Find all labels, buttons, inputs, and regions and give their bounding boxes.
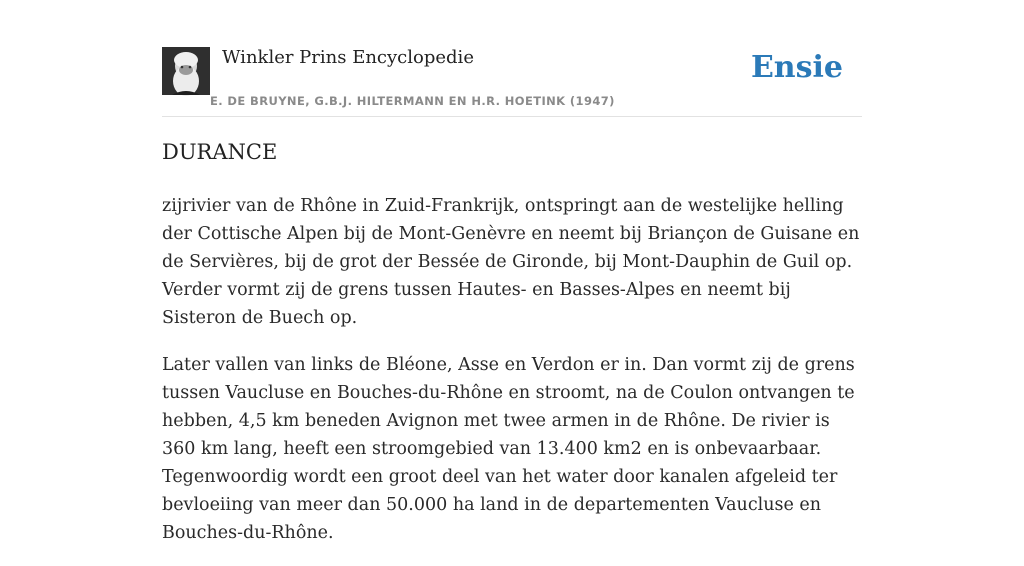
ensie-logo-link[interactable]: Ensie <box>750 50 843 85</box>
source-header <box>162 46 862 117</box>
article-paragraph: Later vallen van links de Bléone, Asse en Verdon er in. Dan vormt zij de grens tussen Vaucluse en Bouches-du-Rhône en stroomt, na de Coulon ontvangen te hebben, 4,5 km beneden Avignon met twee armen in de Rhône. De rivier is 360 km lang, heeft een stroomgebied van 13.400 km2 en is onbevaarbaar. Tegenwoordig wordt een groot deel van het water door kanalen afgeleid ter bevloeiing van meer dan 50.000 ha land in de departementen Vaucluse en Bouches-du-Rhône. <box>162 355 855 543</box>
author-avatar[interactable] <box>162 47 210 95</box>
source-authors: E. DE BRUYNE, G.B.J. HILTERMANN EN H.R. HOETINK (1947) <box>210 94 615 108</box>
article-paragraph: zijrivier van de Rhône in Zuid-Frankrijk, ontspringt aan de westelijke helling der Cottische Alpen bij de Mont-Genèvre en neemt bij Briançon de Guisane en de Servières, bij de grot der Bessée de Gironde, bij Mont-Dauphin de Guil op. Verder vormt zij de grens tussen Hautes- en Basses-Alpes en neemt bij Sisteron de Buech op. <box>162 196 860 328</box>
bearded-man-portrait-icon <box>162 47 210 95</box>
article-body <box>162 192 864 566</box>
source-title[interactable]: Winkler Prins Encyclopedie <box>222 47 474 68</box>
page-title: DURANCE <box>162 140 278 164</box>
